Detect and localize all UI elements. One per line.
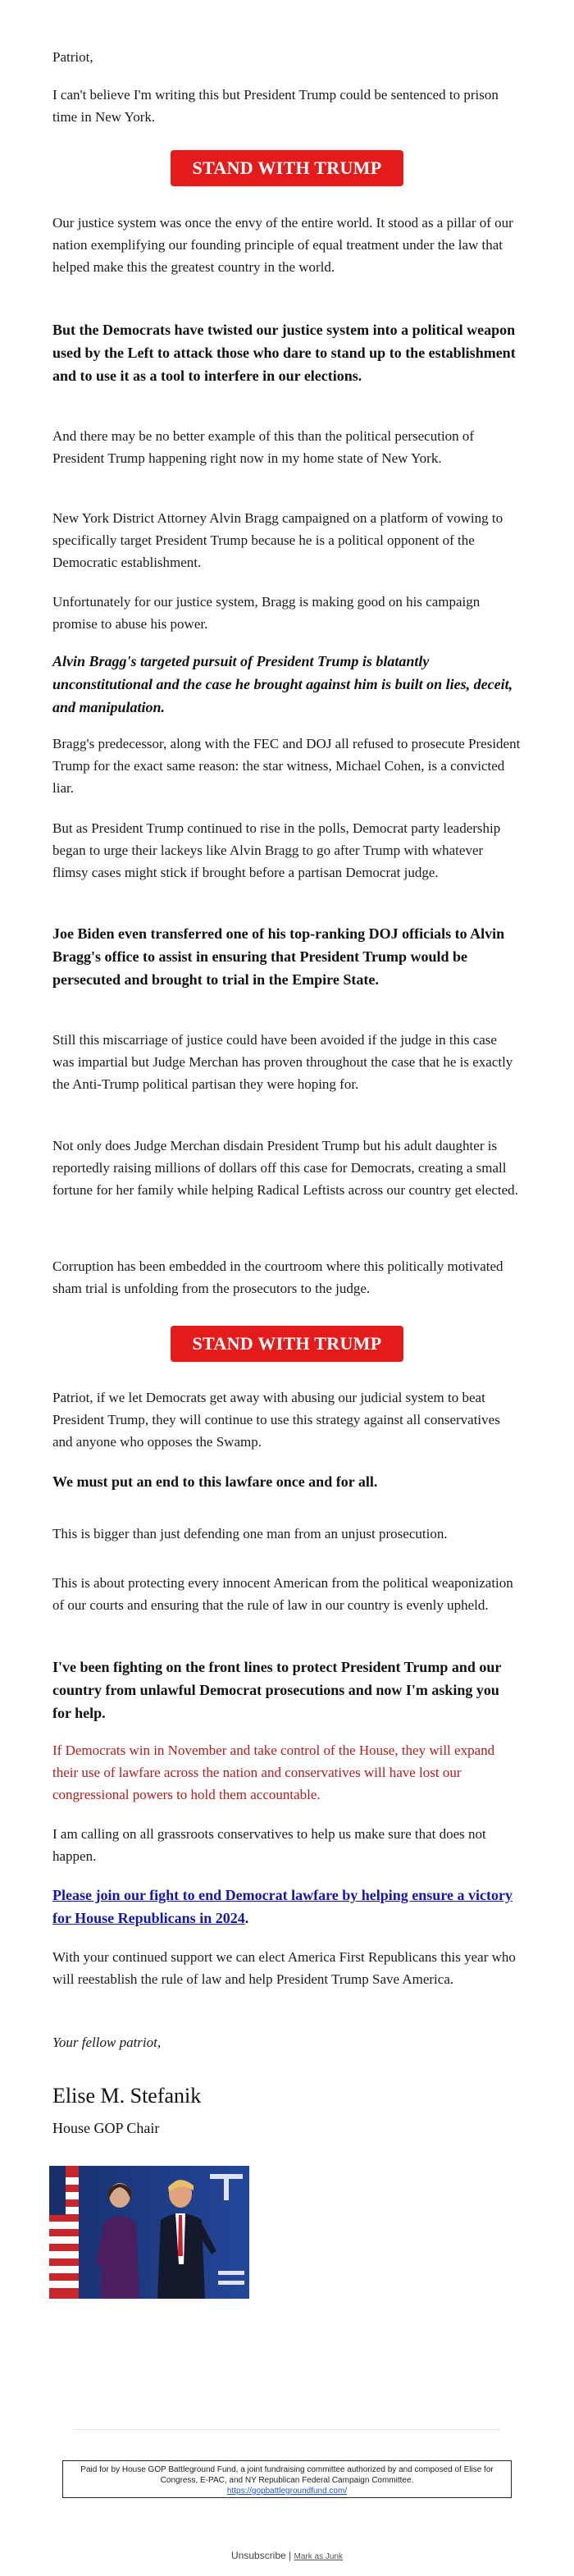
signature-name: Elise M. Stefanik [52,2084,202,2108]
signature-title: House GOP Chair [52,2120,160,2136]
disclaimer-link[interactable]: https://gopbattlegroundfund.com/ [226,2487,348,2496]
paragraph-7: Alvin Bragg's targeted pursuit of President Trump is blatantly unconstitutional and the case he brought against him is built on lies, deceit, and manipulation. [52,653,513,715]
paragraph-21 [52,1884,522,1930]
paragraph-10: Joe Biden even transferred one of his top-ranking DOJ officials to Alvin Bragg's office to assist in ensuring that President Trump would be persecuted and brought to trial in the Empire State. [52,925,505,988]
disclaimer-text: Paid for by House GOP Battleground Fund, a joint fundraising committee authorized by and composed of Elise for Congress, E-PAC, and NY Republican Federal Campaign Committee. [80,2465,494,2485]
stand-with-trump-button-bottom[interactable]: STAND WITH TRUMP [171,1326,403,1362]
paragraph-17: This is about protecting every innocent American from the political weaponization of our courts and ensuring that the rule of law in our country is evenly upheld. [52,1575,513,1613]
paragraph-11: Still this miscarriage of justice could have been avoided if the judge in this case was impartial but Judge Merchan has proven throughout the case that he is exactly the Anti-Trump political partisan they were hoping for. [52,1032,513,1092]
paragraph-5: New York District Attorney Alvin Bragg campaigned on a platform of vowing to specifically target President Trump because he is a political opponent of the Democratic establishment. [52,510,503,570]
paragraph-1: I can't believe I'm writing this but President Trump could be sentenced to prison time in New York. [52,87,499,125]
join-fight-link[interactable]: Please join our fight to end Democrat lawfare by helping ensure a victory for House Republicans in 2024 [52,1887,512,1926]
link-period: . [244,1910,249,1926]
paragraph-18: I've been fighting on the front lines to protect President Trump and our country from unlawful Democrat prosecutions and now I'm asking you for help. [52,1659,502,1721]
paragraph-19: If Democrats win in November and take control of the House, they will expand their use of lawfare across the nation and conservatives will have lost our congressional powers to hold them accountable. [52,1742,495,1802]
paragraph-9: But as President Trump continued to rise in the polls, Democrat party leadership began to urge their lackeys like Alvin Bragg to go after Trump with whatever flimsy cases might stick if brought before a partisan Democrat judge. [52,820,501,880]
event-photo-illustration [49,2166,249,2299]
paragraph-20: I am calling on all grassroots conservatives to help us make sure that does not happen. [52,1826,486,1864]
paragraph-8: Bragg's predecessor, along with the FEC and DOJ all refused to prosecute President Trump for the exact same reason: the star witness, Michael Cohen, is a convicted liar. [52,736,521,796]
footer-separator: | [289,2550,292,2561]
paragraph-4: And there may be no better example of this than the political persecution of President Trump happening right now in my home state of New York. [52,428,475,466]
paragraph-14: Patriot, if we let Democrats get away with abusing our judicial system to beat President Trump, they will continue to use this strategy against all conservatives and anyone who opposes the Swamp. [52,1390,500,1450]
paragraph-3: But the Democrats have twisted our justice system into a political weapon used by the Left to attack those who dare to stand up to the establishment and to use it as a tool to interfere in our elections. [52,322,516,384]
paragraph-2: Our justice system was once the envy of the entire world. It stood as a pillar of our nation exemplifying our founding principle of equal treatment under the law that helped make this the greatest country in the world. [52,215,513,275]
unsubscribe-link[interactable]: Unsubscribe [231,2550,286,2561]
paragraph-16: This is bigger than just defending one man from an unjust prosecution. [52,1526,448,1541]
event-photo [49,2166,249,2299]
paragraph-22: With your continued support we can elect America First Republicans this year who will reestablish the rule of law and help President Trump Save America. [52,1949,516,1987]
footer-divider [74,2429,500,2430]
paid-for-disclaimer [62,2460,512,2498]
paragraph-12: Not only does Judge Merchan disdain President Trump but his adult daughter is reportedly raising millions of dollars off this case for Democrats, creating a small fortune for her family while helping Radical Leftists across our country get elected. [52,1138,518,1198]
signoff: Your fellow patriot, [52,2035,162,2050]
paragraph-13: Corruption has been embedded in the courtroom where this politically motivated sham trial is unfolding from the prosecutors to the judge. [52,1258,503,1296]
mark-as-junk-link[interactable]: Mark as Junk [294,2552,343,2561]
greeting: Patriot, [52,49,93,65]
paragraph-15: We must put an end to this lawfare once and for all. [52,1473,378,1490]
flag-shape [49,2166,79,2299]
email-footer [0,2550,574,2561]
stand-with-trump-button-top[interactable]: STAND WITH TRUMP [171,150,403,186]
paragraph-6: Unfortunately for our justice system, Bragg is making good on his campaign promise to abuse his power. [52,594,481,632]
